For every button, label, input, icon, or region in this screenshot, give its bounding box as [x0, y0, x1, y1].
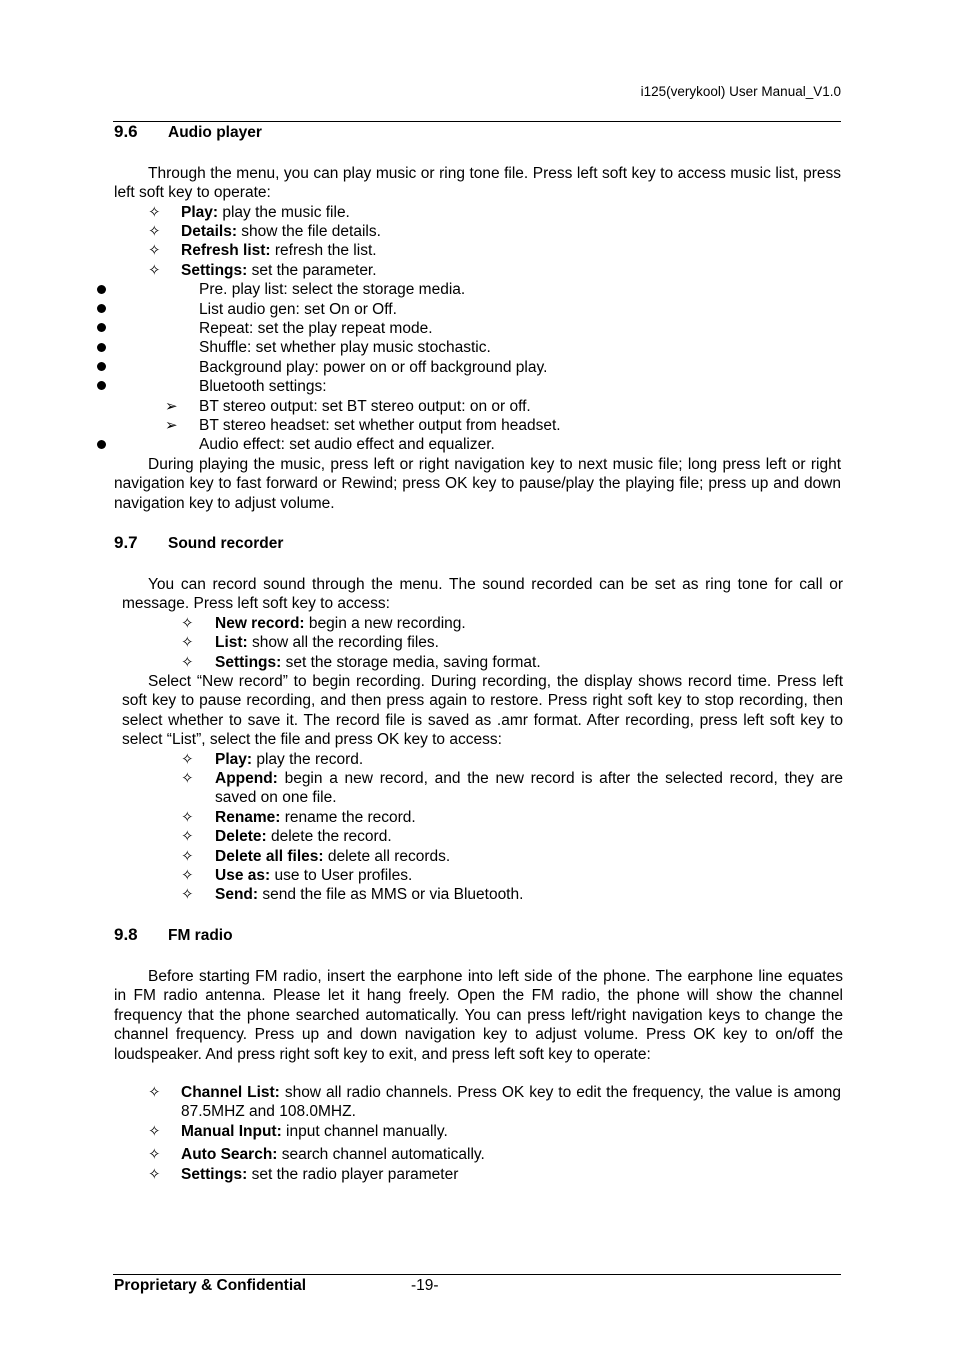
star-bullet-icon: ✧	[181, 615, 194, 632]
paragraph	[114, 164, 841, 203]
page-number: -19-	[411, 1277, 439, 1294]
dot-bullet-icon	[97, 343, 106, 352]
list-item: Repeat: set the play repeat mode.	[199, 320, 433, 337]
list-item: Refresh list: refresh the list.	[181, 242, 377, 259]
list-item: Shuffle: set whether play music stochastic.	[199, 339, 491, 356]
list-item: Auto Search: search channel automatically.	[181, 1146, 485, 1163]
list-item: Append: begin a new record, and the new record is after the selected record, they are saved on one file.	[215, 770, 843, 807]
section-number: 9.8	[114, 925, 138, 944]
section-heading-9-8	[114, 925, 233, 945]
star-bullet-icon: ✧	[181, 848, 194, 865]
paragraph-text: Select “New record” to begin recording. During recording, the display shows record time. Press left soft key to pause recording, and then press again to restore. Press right soft key to stop recording, then select whether to save it. The record file is saved as .amr format. After recording, press left soft key to select “List”, select the file and press OK key to access:	[122, 673, 843, 749]
list-item: List: show all the recording files.	[215, 634, 439, 651]
list-item: Use as: use to User profiles.	[215, 867, 413, 884]
list-item: Settings: set the parameter.	[181, 262, 377, 279]
page-header: i125(verykool) User Manual_V1.0	[640, 84, 841, 99]
paragraph-text: You can record sound through the menu. The sound recorded can be set as ring tone for call or message. Press left soft key to access:	[122, 576, 843, 613]
section-heading-9-6	[114, 122, 262, 142]
star-bullet-icon: ✧	[181, 751, 194, 768]
list-item: Play: play the record.	[215, 751, 364, 768]
paragraph	[122, 672, 843, 750]
paragraph-text: During playing the music, press left or right navigation key to next music file; long press left or right navigation key to fast forward or Rewind; press OK key to pause/play the playing file; press up and down navigation key to adjust volume.	[114, 456, 841, 512]
star-bullet-icon: ✧	[148, 1166, 161, 1183]
star-bullet-icon: ✧	[181, 886, 194, 903]
section-title: Sound recorder	[168, 535, 284, 552]
list-item: Bluetooth settings:	[199, 378, 327, 395]
dot-bullet-icon	[97, 323, 106, 332]
star-bullet-icon: ✧	[181, 867, 194, 884]
list-item: Send: send the file as MMS or via Bluetooth.	[215, 886, 524, 903]
list-item: List audio gen: set On or Off.	[199, 301, 397, 318]
list-item: Details: show the file details.	[181, 223, 381, 240]
dot-bullet-icon	[97, 362, 106, 371]
footer-divider	[113, 1274, 841, 1275]
star-bullet-icon: ✧	[181, 828, 194, 845]
list-item: New record: begin a new recording.	[215, 615, 466, 632]
paragraph	[114, 455, 841, 513]
list-item: Delete: delete the record.	[215, 828, 392, 845]
arrow-bullet-icon: ➢	[165, 398, 178, 415]
section-number: 9.6	[114, 122, 138, 141]
star-bullet-icon: ✧	[148, 1084, 161, 1101]
section-number: 9.7	[114, 533, 138, 552]
list-item: Delete all files: delete all records.	[215, 848, 451, 865]
list-item: Play: play the music file.	[181, 204, 350, 221]
star-bullet-icon: ✧	[181, 634, 194, 651]
dot-bullet-icon	[97, 304, 106, 313]
arrow-bullet-icon: ➢	[165, 417, 178, 434]
list-item: BT stereo output: set BT stereo output: on or off.	[199, 398, 531, 415]
paragraph-text: Through the menu, you can play music or ring tone file. Press left soft key to access music list, press left soft key to operate:	[114, 165, 841, 202]
dot-bullet-icon	[97, 381, 106, 390]
star-bullet-icon: ✧	[181, 654, 194, 671]
star-bullet-icon: ✧	[148, 1146, 161, 1163]
section-heading-9-7	[114, 533, 283, 553]
list-item: Rename: rename the record.	[215, 809, 416, 826]
dot-bullet-icon	[97, 285, 106, 294]
list-item: Background play: power on or off background play.	[199, 359, 548, 376]
section-title: FM radio	[168, 927, 233, 944]
list-item: Audio effect: set audio effect and equalizer.	[199, 436, 495, 453]
star-bullet-icon: ✧	[148, 223, 161, 240]
star-bullet-icon: ✧	[148, 204, 161, 221]
section-title: Audio player	[168, 124, 262, 141]
list-item: BT stereo headset: set whether output from headset.	[199, 417, 561, 434]
star-bullet-icon: ✧	[148, 242, 161, 259]
list-item: Pre. play list: select the storage media.	[199, 281, 466, 298]
paragraph-text: Before starting FM radio, insert the earphone into left side of the phone. The earphone line equates in FM radio antenna. Please let it hang freely. Open the FM radio, the phone will show the channel frequency that the phone searched automatically. You can press left/right navigation keys to change the channel frequency. Press up and down navigation key to adjust volume. Press OK key to on/off the loudspeaker. And press right soft key to exit, and press left soft key to operate:	[114, 968, 843, 1063]
star-bullet-icon: ✧	[148, 262, 161, 279]
footer-confidential: Proprietary & Confidential	[114, 1277, 307, 1294]
list-item: Settings: set the storage media, saving format.	[215, 654, 541, 671]
list-item: Channel List: show all radio channels. Press OK key to edit the frequency, the value is among 87.5MHZ and 108.0MHZ.	[181, 1084, 841, 1121]
list-item: Settings: set the radio player parameter	[181, 1166, 459, 1183]
dot-bullet-icon	[97, 440, 106, 449]
star-bullet-icon: ✧	[181, 770, 194, 787]
star-bullet-icon: ✧	[148, 1123, 161, 1140]
paragraph	[122, 575, 843, 614]
star-bullet-icon: ✧	[181, 809, 194, 826]
list-item: Manual Input: input channel manually.	[181, 1123, 448, 1140]
paragraph	[114, 967, 843, 1064]
